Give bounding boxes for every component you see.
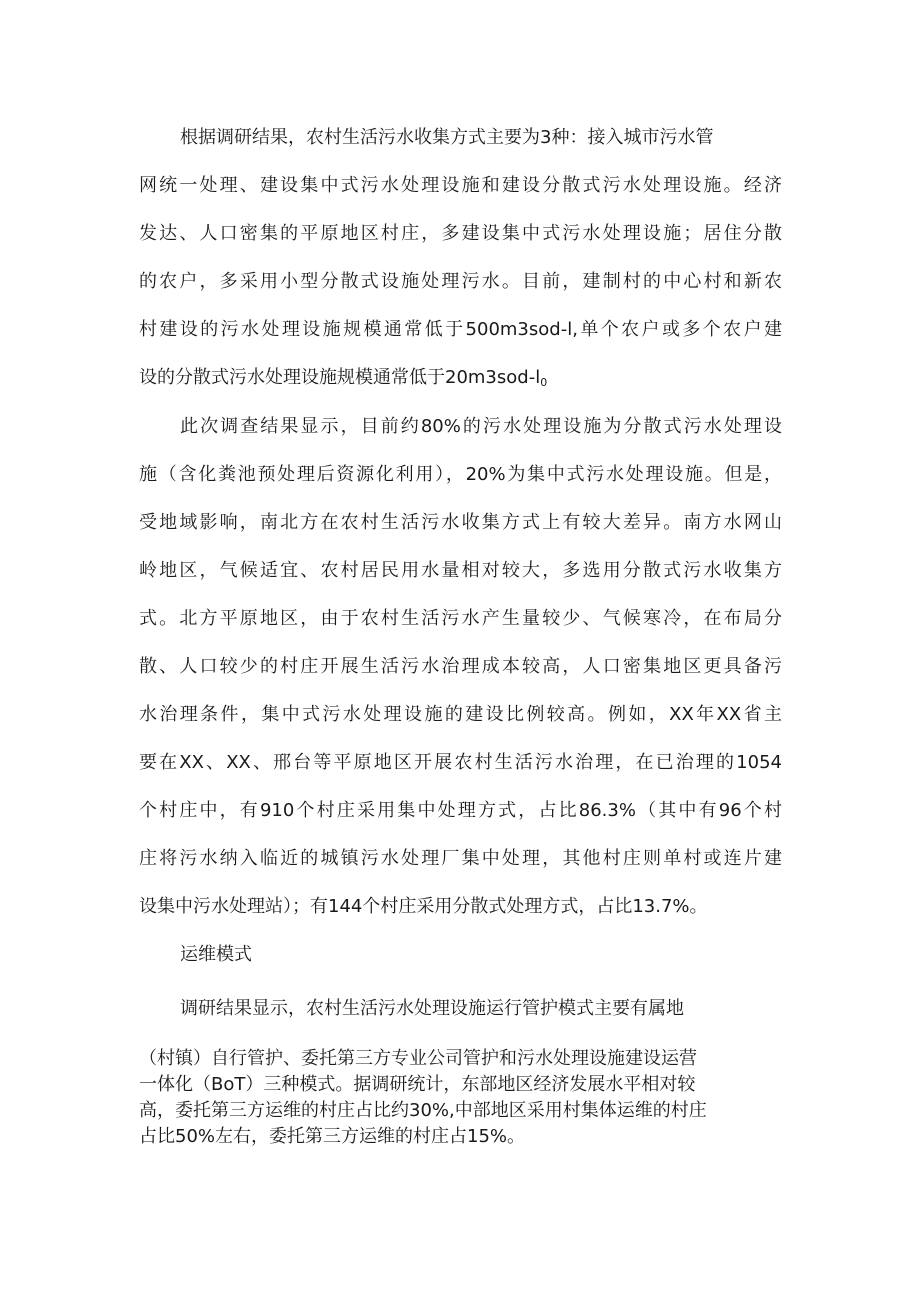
text-line: 要在XX、XX、邢台等平原地区开展农村生活污水治理，在已治理的1054 (139, 752, 782, 773)
text-line (139, 366, 547, 390)
text-line: 发达、人口密集的平原地区村庄，多建设集中式污水处理设施；居住分散 (139, 223, 782, 244)
text-line: 式。北方平原地区，由于农村生活污水产生量较少、气候寒冷，在布局分 (139, 608, 782, 629)
text-line-body: 设的分散式污水处理设施规模通常低于20m3sod-l (139, 367, 541, 388)
text-line: 施（含化粪池预处理后资源化利用），20%为集中式污水处理设施。但是， (139, 464, 782, 485)
section-heading: 运维模式 (180, 944, 252, 965)
text-line: 村建设的污水处理设施规模通常低于500m3sod-l,单个农户或多个农户建 (139, 319, 782, 340)
text-line: 调研结果显示，农村生活污水处理设施运行管护模式主要有属地 (180, 998, 684, 1019)
text-line: 散、人口较少的村庄开展生活污水治理成本较高，人口密集地区更具备污 (139, 656, 782, 677)
text-line: 个村庄中，有910个村庄采用集中处理方式，占比86.3%（其中有96个村 (139, 800, 782, 821)
text-line: 高，委托第三方运维的村庄占比约30%,中部地区采用村集体运维的村庄 (139, 1100, 707, 1121)
text-line: 的农户，多采用小型分散式设施处理污水。目前，建制村的中心村和新农 (139, 271, 782, 292)
text-line: 占比50%左右，委托第三方运维的村庄占15%。 (139, 1126, 526, 1147)
text-line: 水治理条件，集中式污水处理设施的建设比例较高。例如，XX年XX省主 (139, 704, 782, 725)
text-line: 庄将污水纳入临近的城镇污水处理厂集中处理，其他村庄则单村或连片建 (139, 848, 782, 869)
text-line: 受地域影响，南北方在农村生活污水收集方式上有较大差异。南方水网山 (139, 512, 782, 533)
text-line: （村镇）自行管护、委托第三方专业公司管护和污水处理设施建设运营 (139, 1048, 697, 1069)
text-line: 此次调查结果显示，目前约80%的污水处理设施为分散式污水处理设 (180, 416, 782, 437)
text-line: 一体化（BoT）三种模式。据调研统计，东部地区经济发展水平相对较 (139, 1074, 696, 1095)
text-line: 网统一处理、建设集中式污水处理设施和建设分散式污水处理设施。经济 (139, 175, 782, 196)
text-line: 设集中污水处理站）；有144个村庄采用分散式处理方式，占比13.7%。 (139, 896, 708, 917)
subscript: 0 (540, 376, 548, 389)
text-line: 根据调研结果，农村生活污水收集方式主要为3种：接入城市污水管 (180, 127, 714, 148)
text-line: 岭地区，气候适宜、农村居民用水量相对较大，多选用分散式污水收集方 (139, 560, 782, 581)
